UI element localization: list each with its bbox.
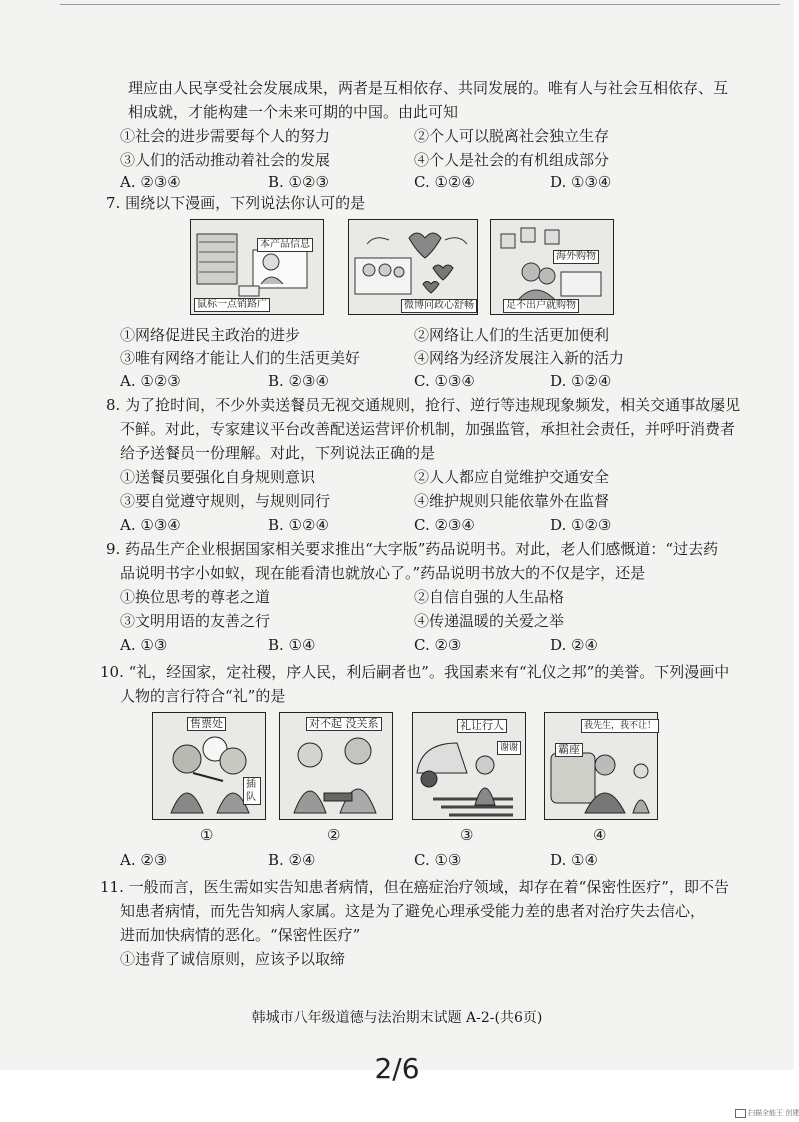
q8-line-3: 给予送餐员一份理解。对此，下列说法正确的是 xyxy=(120,444,436,462)
q10-comic-1 xyxy=(152,712,266,820)
q10-choice-a: A. ②③ xyxy=(120,851,168,869)
q7-comic-3-label-top: 海外购物 xyxy=(553,250,599,264)
q10-comic-2-label: 对不起 没关系 xyxy=(306,717,382,731)
q6-choice-a: A. ②③④ xyxy=(120,173,181,191)
q9-statement-1: ①换位思考的尊老之道 xyxy=(120,588,271,606)
q7-comic-1-label-bottom: 鼠标一点销路广 xyxy=(194,298,270,312)
q9-statement-3: ③文明用语的友善之行 xyxy=(120,612,271,630)
q9-choice-c: C. ②③ xyxy=(414,636,462,654)
q7-statement-3: ③唯有网络才能让人们的生活更美好 xyxy=(120,349,361,367)
q10-comic-1-label-side: 插队 xyxy=(243,777,261,805)
q7-comic-1-label-top: 本产品信息 xyxy=(257,238,313,252)
q7-comic-2-label: 微博问政心舒畅 xyxy=(401,299,477,313)
q7-statement-2: ②网络让人们的生活更加便利 xyxy=(414,326,610,344)
q6-statement-4: ④个人是社会的有机组成部分 xyxy=(414,151,610,169)
q10-choice-c: C. ①③ xyxy=(414,851,462,869)
q10-choice-b: B. ②④ xyxy=(268,851,316,869)
q6-statement-2: ②个人可以脱离社会独立生存 xyxy=(414,127,610,145)
q10-line-2: 人物的言行符合“礼”的是 xyxy=(120,687,286,705)
q7-choice-c: C. ①③④ xyxy=(414,372,475,390)
q8-choice-d: D. ①②③ xyxy=(550,516,612,534)
page-number: 2/6 xyxy=(374,1052,420,1085)
q10-comic-4-number: ④ xyxy=(593,826,607,844)
q7-comic-2 xyxy=(348,219,478,315)
q8-statement-2: ②人人都应自觉维护交通安全 xyxy=(414,468,610,486)
q8-statement-3: ③要自觉遵守规则，与规则同行 xyxy=(120,492,331,510)
q10-comic-3-label-top: 礼让行人 xyxy=(457,719,507,733)
q10-comic-1-number: ① xyxy=(200,826,214,844)
page-footer: 韩城市八年级道德与法治期末试题 A-2-(共6页) xyxy=(251,1010,543,1026)
q9-statement-2: ②自信自强的人生品格 xyxy=(414,588,565,606)
q8-line-1: 8. 为了抢时间，不少外卖送餐员无视交通规则，抢行、逆行等违规现象频发，相关交通事故屡见 xyxy=(106,396,741,414)
scanner-stamp-text: 扫描全能王 创建 xyxy=(748,1109,799,1117)
q10-comic-3-number: ③ xyxy=(460,826,474,844)
q10-comic-3 xyxy=(412,712,526,820)
q8-statement-1: ①送餐员要强化自身规则意识 xyxy=(120,468,316,486)
q9-choice-d: D. ②④ xyxy=(550,636,598,654)
page-top-rule xyxy=(60,4,780,5)
q7-comic-3 xyxy=(490,219,614,315)
q7-stem: 7. 围绕以下漫画，下列说法你认可的是 xyxy=(106,194,366,212)
q11-statement-1: ①违背了诚信原则，应该予以取缔 xyxy=(120,950,346,968)
q11-line-3: 进而加快病情的恶化。“保密性医疗” xyxy=(120,926,361,944)
q7-statement-1: ①网络促进民主政治的进步 xyxy=(120,326,301,344)
q8-choice-a: A. ①③④ xyxy=(120,516,181,534)
q11-line-2: 知患者病情，而先告知病人家属。这是为了避免心理承受能力差的患者对治疗失去信心， xyxy=(120,902,706,920)
q6-statement-1: ①社会的进步需要每个人的努力 xyxy=(120,127,331,145)
q10-line-1: 10. “礼，经国家，定社稷，序人民，利后嗣者也”。我国素来有“礼仪之邦”的美誉。下列漫画中 xyxy=(100,663,730,681)
q9-choice-a: A. ①③ xyxy=(120,636,168,654)
q10-comic-4-label-top: 我先生，我不让！ xyxy=(581,719,659,733)
q10-comic-1-label-top: 售票处 xyxy=(187,717,226,731)
q9-statement-4: ④传递温暖的关爱之举 xyxy=(414,612,565,630)
q7-comic-3-label-bottom: 足不出户就购物 xyxy=(503,299,579,313)
q10-comic-2-number: ② xyxy=(327,826,341,844)
q6-choice-c: C. ①②④ xyxy=(414,173,475,191)
q10-choice-d: D. ①④ xyxy=(550,851,598,869)
q9-line-2: 品说明书字小如蚁，现在能看清也就放心了。”药品说明书放大的不仅是字，还是 xyxy=(120,564,646,582)
q10-comic-3-label-side: 谢谢 xyxy=(497,741,521,755)
q7-comic-1 xyxy=(190,219,324,315)
q11-line-1: 11. 一般而言，医生需如实告知患者病情，但在癌症治疗领域，却存在着“保密性医疗”，即不告 xyxy=(100,878,729,896)
q9-choice-b: B. ①④ xyxy=(268,636,316,654)
q7-choice-a: A. ①②③ xyxy=(120,372,181,390)
q8-choice-c: C. ②③④ xyxy=(414,516,475,534)
q10-comic-4 xyxy=(544,712,658,820)
q7-choice-d: D. ①②④ xyxy=(550,372,612,390)
q6-line-2: 相成就，才能构建一个未来可期的中国。由此可知 xyxy=(128,103,459,121)
q7-choice-b: B. ②③④ xyxy=(268,372,329,390)
q8-line-2: 不鲜。对此，专家建议平台改善配送运营评价机制，加强监管，承担社会责任，并呼吁消费者 xyxy=(120,420,736,438)
q10-comic-4-label-side: 霸座 xyxy=(555,743,583,757)
q10-comic-2 xyxy=(279,712,393,820)
q6-line-1: 理应由人民享受社会发展成果，两者是互相依存、共同发展的。唯有人与社会互相依存、互 xyxy=(128,79,729,97)
q7-statement-4: ④网络为经济发展注入新的活力 xyxy=(414,349,625,367)
q6-choice-d: D. ①③④ xyxy=(550,173,612,191)
q6-statement-3: ③人们的活动推动着社会的发展 xyxy=(120,151,331,169)
scanner-stamp xyxy=(735,1108,799,1118)
q8-choice-b: B. ①②④ xyxy=(268,516,329,534)
scanner-logo-icon xyxy=(735,1109,746,1118)
q8-statement-4: ④维护规则只能依靠外在监督 xyxy=(414,492,610,510)
q6-choice-b: B. ①②③ xyxy=(268,173,329,191)
q9-line-1: 9. 药品生产企业根据国家相关要求推出“大字版”药品说明书。对此，老人们感慨道：“过去药 xyxy=(106,540,719,558)
